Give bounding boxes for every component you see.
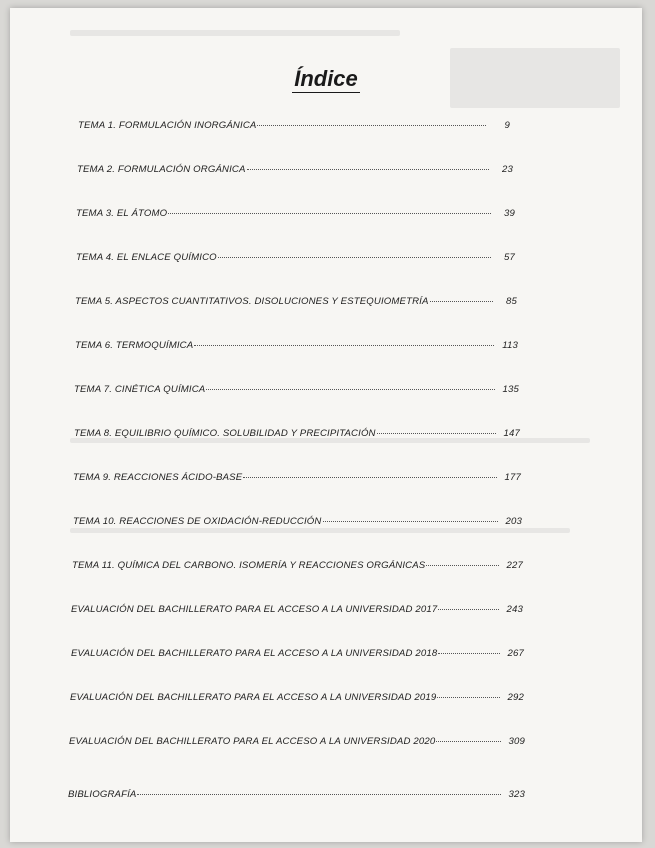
- toc-entry: [76, 252, 515, 263]
- toc-entry-title: EVALUACIÓN DEL BACHILLERATO PARA EL ACCESO A LA UNIVERSIDAD 2018: [71, 648, 438, 659]
- toc-entry: [75, 296, 517, 307]
- toc-entry-title: EVALUACIÓN DEL BACHILLERATO PARA EL ACCESO A LA UNIVERSIDAD 2020: [69, 736, 436, 747]
- toc-entry-title: TEMA 6. TERMOQUÍMICA: [75, 340, 194, 351]
- toc-entry-title: EVALUACIÓN DEL BACHILLERATO PARA EL ACCESO A LA UNIVERSIDAD 2017: [71, 604, 438, 615]
- toc-dot-leader: [218, 257, 491, 258]
- toc-entry: [74, 428, 520, 439]
- toc-entry-title: TEMA 9. REACCIONES ÁCIDO-BASE: [73, 472, 243, 483]
- toc-dot-leader: [436, 741, 501, 742]
- toc-dot-leader: [243, 477, 497, 478]
- toc-entry-page-number: 243: [506, 604, 523, 615]
- toc-entry: [75, 340, 518, 351]
- toc-entry-page-number: 113: [502, 340, 518, 351]
- toc-dot-leader: [194, 345, 494, 346]
- toc-entry-page-number: 85: [506, 296, 517, 307]
- toc-entry: [71, 648, 524, 659]
- toc-dot-leader: [437, 697, 500, 698]
- toc-entry-title: BIBLIOGRAFÍA: [68, 789, 137, 800]
- page-title-text: Índice: [294, 66, 358, 91]
- bleed-through-mark: [70, 528, 570, 533]
- toc-entry-page-number: 9: [504, 120, 510, 131]
- toc-entry-page-number: 292: [507, 692, 524, 703]
- page-title: [10, 66, 642, 92]
- toc-entry-page-number: 177: [504, 472, 521, 483]
- toc-entry-title: TEMA 2. FORMULACIÓN ORGÁNICA: [77, 164, 246, 175]
- toc-entry-page-number: 23: [502, 164, 513, 175]
- toc-entry-page-number: 227: [506, 560, 523, 571]
- toc-dot-leader: [168, 213, 491, 214]
- toc-entry-title: TEMA 4. EL ENLACE QUÍMICO: [76, 252, 217, 263]
- toc-entry-title: EVALUACIÓN DEL BACHILLERATO PARA EL ACCESO A LA UNIVERSIDAD 2019: [70, 692, 437, 703]
- toc-entry-title: TEMA 10. REACCIONES DE OXIDACIÓN-REDUCCIÓN: [73, 516, 322, 527]
- toc-entry: [74, 384, 519, 395]
- toc-entry: [69, 736, 525, 747]
- toc-entry: [68, 789, 525, 800]
- toc-entry: [71, 604, 523, 615]
- toc-dot-leader: [206, 389, 495, 390]
- document-page: [10, 8, 642, 842]
- toc-dot-leader: [257, 125, 486, 126]
- toc-entry-title: TEMA 7. CINÉTICA QUÍMICA: [74, 384, 206, 395]
- toc-entry-page-number: 203: [505, 516, 522, 527]
- toc-dot-leader: [247, 169, 489, 170]
- toc-dot-leader: [438, 653, 500, 654]
- bleed-through-mark: [70, 30, 400, 36]
- toc-entry-title: TEMA 3. EL ÁTOMO: [76, 208, 168, 219]
- toc-entry-page-number: 57: [504, 252, 515, 263]
- toc-entry-title: TEMA 8. EQUILIBRIO QUÍMICO. SOLUBILIDAD Y PRECIPITACIÓN: [74, 428, 376, 439]
- toc-entry: [72, 560, 523, 571]
- toc-entry-page-number: 147: [503, 428, 520, 439]
- toc-entry: [73, 516, 522, 527]
- toc-entry-page-number: 135: [502, 384, 519, 395]
- toc-entry: [77, 164, 513, 175]
- toc-dot-leader: [323, 521, 499, 522]
- toc-entry-page-number: 323: [508, 789, 525, 800]
- toc-dot-leader: [426, 565, 499, 566]
- toc-dot-leader: [137, 794, 501, 795]
- toc-entry: [70, 692, 524, 703]
- toc-entry-title: TEMA 5. ASPECTOS CUANTITATIVOS. DISOLUCIONES Y ESTEQUIOMETRÍA: [75, 296, 429, 307]
- toc-entry: [78, 120, 510, 131]
- toc-dot-leader: [377, 433, 496, 434]
- toc-entry-page-number: 267: [507, 648, 524, 659]
- toc-entry-page-number: 309: [508, 736, 525, 747]
- toc-entry-title: TEMA 11. QUÍMICA DEL CARBONO. ISOMERÍA Y REACCIONES ORGÁNICAS: [72, 560, 426, 571]
- toc-entry-title: TEMA 1. FORMULACIÓN INORGÁNICA: [78, 120, 257, 131]
- toc-dot-leader: [438, 609, 499, 610]
- toc-entry: [76, 208, 515, 219]
- toc-dot-leader: [430, 301, 493, 302]
- toc-entry-page-number: 39: [504, 208, 515, 219]
- toc-entry: [73, 472, 521, 483]
